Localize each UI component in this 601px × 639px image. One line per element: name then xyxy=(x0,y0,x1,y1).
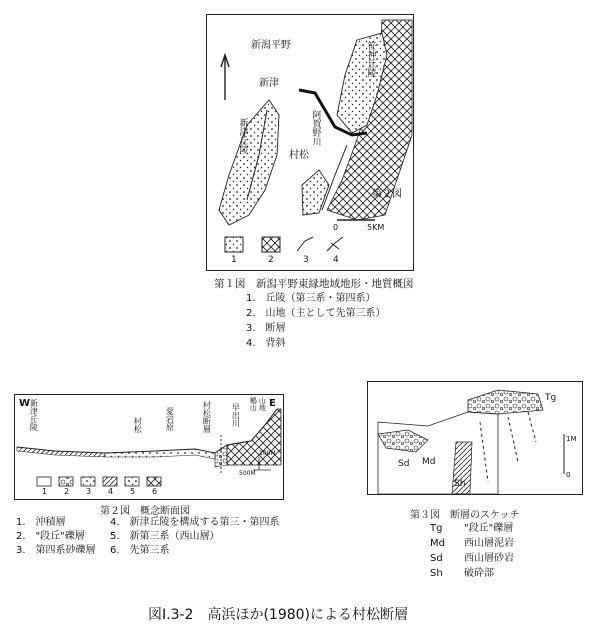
label-scale-100m: 100M xyxy=(259,450,276,457)
figure3-caption: 第３図 断層のスケッチ xyxy=(410,510,520,521)
legend-code: Sh xyxy=(430,568,443,579)
legend-num-4: 4 xyxy=(333,255,339,265)
figure1-caption: 第１図 新潟平野東縁地域地形・地質概図 xyxy=(214,278,414,290)
figure1-legend-item: 2. 山地（主として先第三系） xyxy=(246,308,386,319)
legend-num: 5 xyxy=(130,487,136,496)
figure2-legend-item: 4. 新津丘陵を構成する第三・第四系 xyxy=(110,517,280,528)
figure1-map xyxy=(206,14,414,271)
figure3-legend-row xyxy=(430,536,514,551)
label-sasakami-hills: 笹神丘陵 xyxy=(365,41,376,77)
label-muramatsu-fault: 村松断層 xyxy=(202,401,212,433)
legend-num: 4 xyxy=(108,487,114,496)
figure3-legend-row xyxy=(430,551,514,566)
label-mountain: 山地 xyxy=(258,397,267,411)
legend-num: 6 xyxy=(152,487,158,496)
figure1-legend-item: 4. 背斜 xyxy=(246,338,286,349)
figure3-legend-row xyxy=(430,566,514,581)
figure2-legend-item: 1. 沖積層 xyxy=(16,517,66,528)
label-scale-zero: 0 xyxy=(333,223,339,232)
legend-num-1: 1 xyxy=(231,255,237,265)
figure2-legend-right xyxy=(110,516,280,558)
legend-box-alluvium xyxy=(37,477,51,486)
legend-box-hills xyxy=(225,237,243,252)
legend-desc: 破砕部 xyxy=(464,568,494,579)
label-atagohara: 愛宕原 xyxy=(165,407,175,431)
label-aganogawa: 阿賀野川 xyxy=(310,110,321,146)
figure2-legend-item: 2. "段丘"礫層 xyxy=(16,531,85,542)
figure2-section xyxy=(14,394,284,500)
figure2-legend-item: 6. 先第三系 xyxy=(110,545,170,556)
figure3-legend xyxy=(430,521,514,581)
label-fig2-ref: 第２図 xyxy=(372,189,402,200)
sd-sandstone-area xyxy=(378,430,428,452)
fault-line xyxy=(480,412,536,482)
figure2-section-drawing xyxy=(15,395,283,499)
legend-code: Tg xyxy=(430,523,443,534)
label-niitsu-hills: 新津丘陵 xyxy=(237,118,248,154)
figure3-legend-row xyxy=(430,521,514,536)
figure2-legend-item: 5. 新第三系（西山層） xyxy=(110,531,220,542)
label-sh: Sh xyxy=(454,479,466,489)
label-scale-1m: 1M xyxy=(566,435,577,443)
label-scale-0: 0 xyxy=(566,471,571,479)
niitsu-hills-area xyxy=(219,100,279,225)
legend-num: 2 xyxy=(64,487,70,496)
layer-terrace xyxy=(105,449,215,459)
label-niigata-plain: 新潟平野 xyxy=(251,40,291,51)
label-md: Md xyxy=(422,457,436,467)
figure2-legend-left xyxy=(16,516,96,558)
legend-code: Md xyxy=(430,538,445,549)
legend-num-3: 3 xyxy=(303,255,309,265)
legend-box-quaternary xyxy=(81,477,95,486)
figure3-sketch xyxy=(367,381,583,495)
legend-code: Sd xyxy=(430,553,443,564)
figure2-caption: 第２図 概念断面図 xyxy=(100,506,190,517)
legend-symbol-anticline xyxy=(327,237,343,251)
main-caption: 図I.3-2 高浜ほか(1980)による村松断層 xyxy=(148,607,408,623)
label-sd: Sd xyxy=(398,459,410,469)
label-muramatsu-section: 村松 xyxy=(133,417,143,433)
legend-box-pre-tertiary xyxy=(147,477,161,486)
north-arrow-icon xyxy=(221,55,229,100)
legend-box-nishiyama xyxy=(125,477,139,486)
legend-num: 1 xyxy=(42,487,48,496)
label-hayadegawa: 早出川 xyxy=(231,403,241,427)
legend-box-mountain xyxy=(262,237,280,252)
label-e: E xyxy=(269,398,276,409)
label-scale-500m: 500M xyxy=(239,470,256,477)
figure2-legend-item: 3. 第四系砂礫層 xyxy=(16,545,96,556)
legend-desc: "段丘"礫層 xyxy=(464,523,514,534)
legend-num-2: 2 xyxy=(268,255,274,265)
label-niitsu-hills-section: 新津丘陵 xyxy=(29,399,39,431)
label-tsuruyama: 鶴山 xyxy=(249,397,258,411)
label-niitsu: 新津 xyxy=(259,78,279,89)
label-muramatsu: 村松 xyxy=(289,150,309,161)
legend-desc: 西山層砂岩 xyxy=(464,553,514,564)
label-scale: 5KM xyxy=(367,223,385,232)
legend-box-niitsu xyxy=(103,477,117,486)
tg-gravel-area xyxy=(468,390,543,414)
label-w: W xyxy=(19,398,31,409)
legend-desc: 西山層泥岩 xyxy=(464,538,514,549)
figure1-legend-item: 1. 丘陵（第三系・第四系） xyxy=(246,293,376,304)
legend-box-terrace xyxy=(59,477,73,486)
legend-num: 3 xyxy=(86,487,92,496)
muramatsu-hills-area xyxy=(302,170,329,215)
legend-symbol-fault xyxy=(297,237,313,251)
figure1-legend xyxy=(246,291,386,351)
label-tg: Tg xyxy=(545,393,557,403)
figure1-legend-item: 3. 断層 xyxy=(246,323,286,334)
